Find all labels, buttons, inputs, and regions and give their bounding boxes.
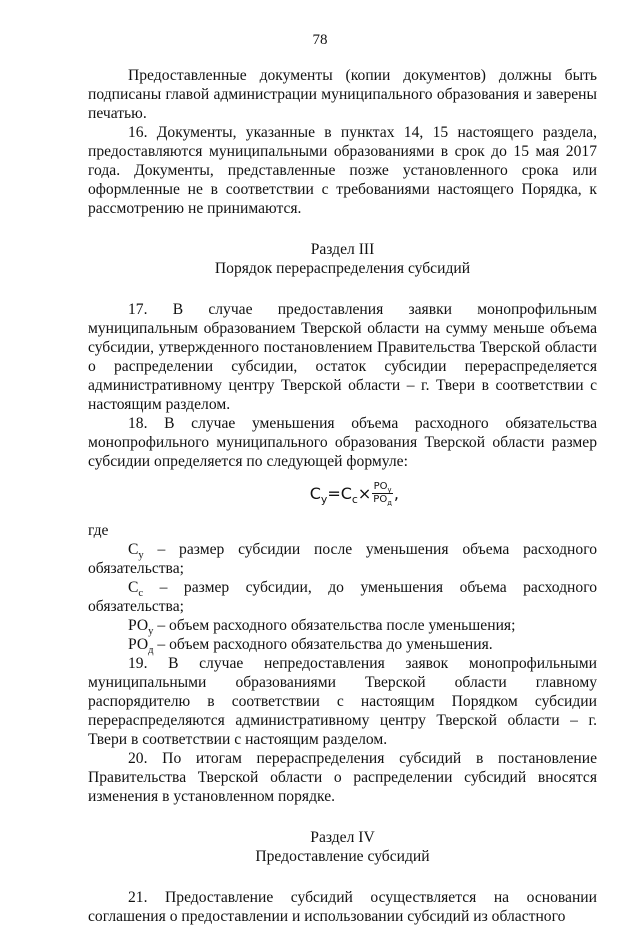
paragraph-18: 18. В случае уменьшения объема расходного обязательства монопрофильного муниципального образования Тверской области размер субсидии определяется по следующей формуле:	[88, 415, 597, 470]
paragraph-19: 19. В случае непредоставления заявок монопрофильными муниципальными образованиями Тверской области главному распорядителю в соответствии с настоящим Порядком субсидии перераспределяются административному центру Тверской области – г. Твери в соответствии с настоящим разделом.	[88, 655, 597, 748]
formula-equals: =	[327, 484, 341, 503]
paragraph-documents-signed: Предоставленные документы (копии документов) должны быть подписаны главой администрации муниципального образования и заверены печатью.	[88, 67, 597, 122]
definition-cc: $С_с$ – размер субсидии, до уменьшения объема расходного обязательства;	[88, 579, 597, 615]
subsidy-formula	[88, 481, 597, 515]
definition-roy: $РО_у$ – объем расходного обязательства после уменьшения;	[128, 617, 516, 638]
section-4-title: Предоставление субсидий	[255, 848, 430, 865]
page-number: 78	[312, 32, 328, 48]
paragraph-16: 16. Документы, указанные в пунктах 14, 15 настоящего раздела, предоставляются муниципальными образованиями в срок до 15 мая 2017 года. Документы, представленные позже установленного срока или оформленные не в соответствии с требованиями настоящего Порядка, к рассмотрению не принимаются.	[88, 124, 597, 217]
document-body	[88, 66, 597, 926]
formula-comma: ,	[393, 484, 399, 503]
section-3-title: Порядок перераспределения субсидий	[214, 260, 471, 277]
paragraph-20: 20. По итогам перераспределения субсидий в постановление Правительства Тверской области о распределении субсидий вносятся изменения в установленном порядке.	[88, 750, 597, 805]
section-4-number: Раздел IV	[310, 829, 375, 846]
definition-rod: $РО_д$ – объем расходного обязательства до уменьшения.	[128, 636, 493, 657]
formula-lhs: $С_у$	[309, 484, 328, 507]
formula-numerator: $РО_у$	[373, 481, 392, 494]
formula-fraction	[372, 481, 393, 506]
paragraph-17: 17. В случае предоставления заявки монопрофильным муниципальным образованием Тверской области на сумму меньше объема субсидии, утвержденного постановлением Правительства Тверской области о распределении субсидии, остаток субсидии перераспределяется административному центру Тверской области – г. Твери в соответствии с настоящим разделом.	[88, 301, 597, 413]
where-label: где	[88, 522, 109, 539]
section-3-number: Раздел III	[310, 241, 375, 258]
paragraph-21: 21. Предоставление субсидий осуществляется на основании соглашения о предоставлении и использовании субсидий из областного	[88, 889, 597, 925]
definition-cy: $С_у$ – размер субсидии после уменьшения объема расходного обязательства;	[88, 541, 597, 577]
formula-cc: $С_с$	[340, 484, 358, 507]
formula-denominator: $РО_д$	[373, 494, 392, 507]
formula-times: ×	[357, 484, 372, 503]
